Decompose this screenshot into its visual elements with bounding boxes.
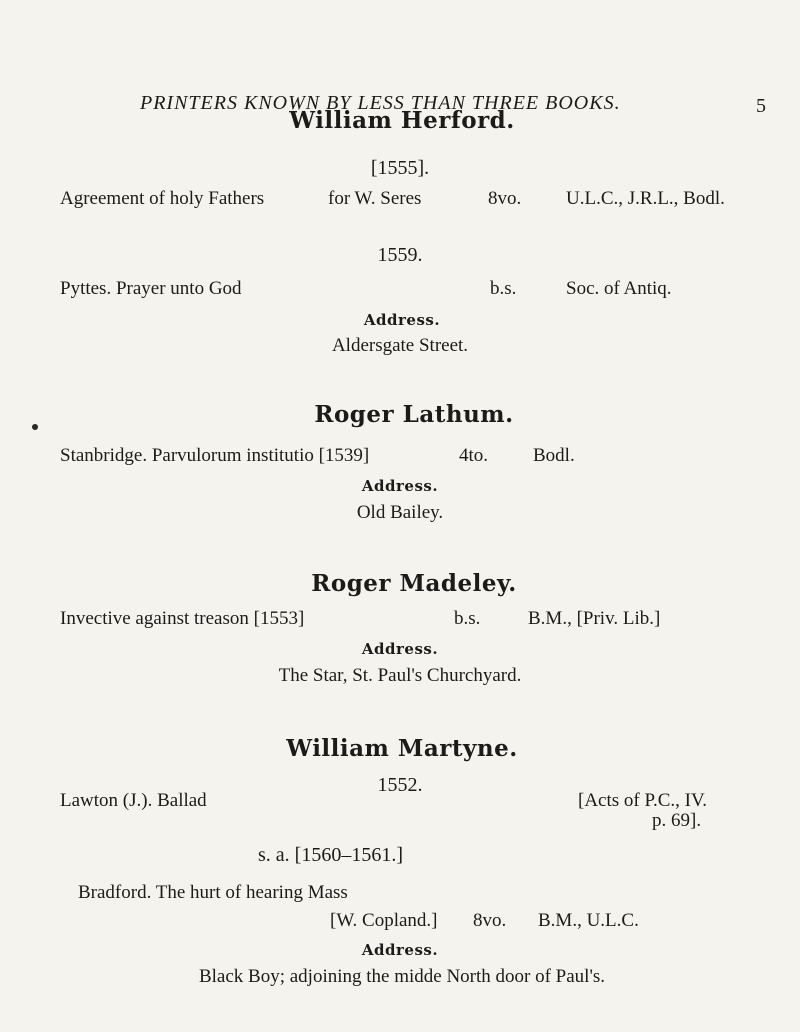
year-heading: 1559.: [377, 244, 423, 266]
entry-format: 8vo.: [488, 188, 522, 209]
entry-location: [Acts of P.C., IV.: [578, 790, 707, 811]
address-label: Address.: [361, 941, 439, 959]
entry-title: Bradford. The hurt of hearing Mass: [78, 882, 348, 903]
printer-name-lathum: Roger Lathum.: [314, 401, 514, 428]
address-text: Aldersgate Street.: [331, 335, 469, 356]
entry-title: Pyttes. Prayer unto God: [60, 278, 242, 299]
printer-name-martyne: William Martyne.: [286, 735, 518, 762]
year-heading: s. a. [1560–1561.]: [258, 844, 403, 866]
entry-location: B.M., U.L.C.: [538, 910, 639, 931]
address-label: Address.: [361, 477, 439, 495]
entry-title: Lawton (J.). Ballad: [60, 790, 207, 811]
printer-name-madeley: Roger Madeley.: [311, 570, 517, 597]
entry-publisher: [W. Copland.]: [330, 910, 438, 931]
entry-format: b.s.: [454, 608, 481, 629]
entry-format: 8vo.: [473, 910, 507, 931]
address-text: The Star, St. Paul's Churchyard.: [278, 665, 522, 686]
entry-format: b.s.: [490, 278, 517, 299]
address-text: Black Boy; adjoining the midde North door of Paul's.: [198, 966, 606, 987]
entry-title: Stanbridge. Parvulorum institutio [1539]: [60, 445, 370, 466]
year-heading: 1552.: [377, 774, 423, 796]
entry-title: Agreement of holy Fathers: [60, 188, 265, 209]
entry-format: 4to.: [459, 445, 489, 466]
stray-mark: [32, 424, 38, 430]
entry-location: Bodl.: [533, 445, 575, 466]
entry-title: Invective against treason [1553]: [60, 608, 305, 629]
page-number: 5: [756, 95, 766, 117]
address-text: Old Bailey.: [356, 502, 444, 523]
entry-location: Soc. of Antiq.: [566, 278, 672, 299]
address-label: Address.: [363, 311, 441, 329]
entry-location: U.L.C., J.R.L., Bodl.: [566, 188, 725, 209]
running-header: PRINTERS KNOWN BY LESS THAN THREE BOOKS.: [140, 92, 621, 114]
entry-publisher: for W. Seres: [328, 188, 422, 209]
entry-location-cont: p. 69].: [652, 810, 702, 831]
entry-location: B.M., [Priv. Lib.]: [528, 608, 661, 629]
year-heading: [1555].: [370, 157, 430, 179]
printer-name-herford: William Herford.: [289, 107, 515, 134]
address-label: Address.: [361, 640, 439, 658]
